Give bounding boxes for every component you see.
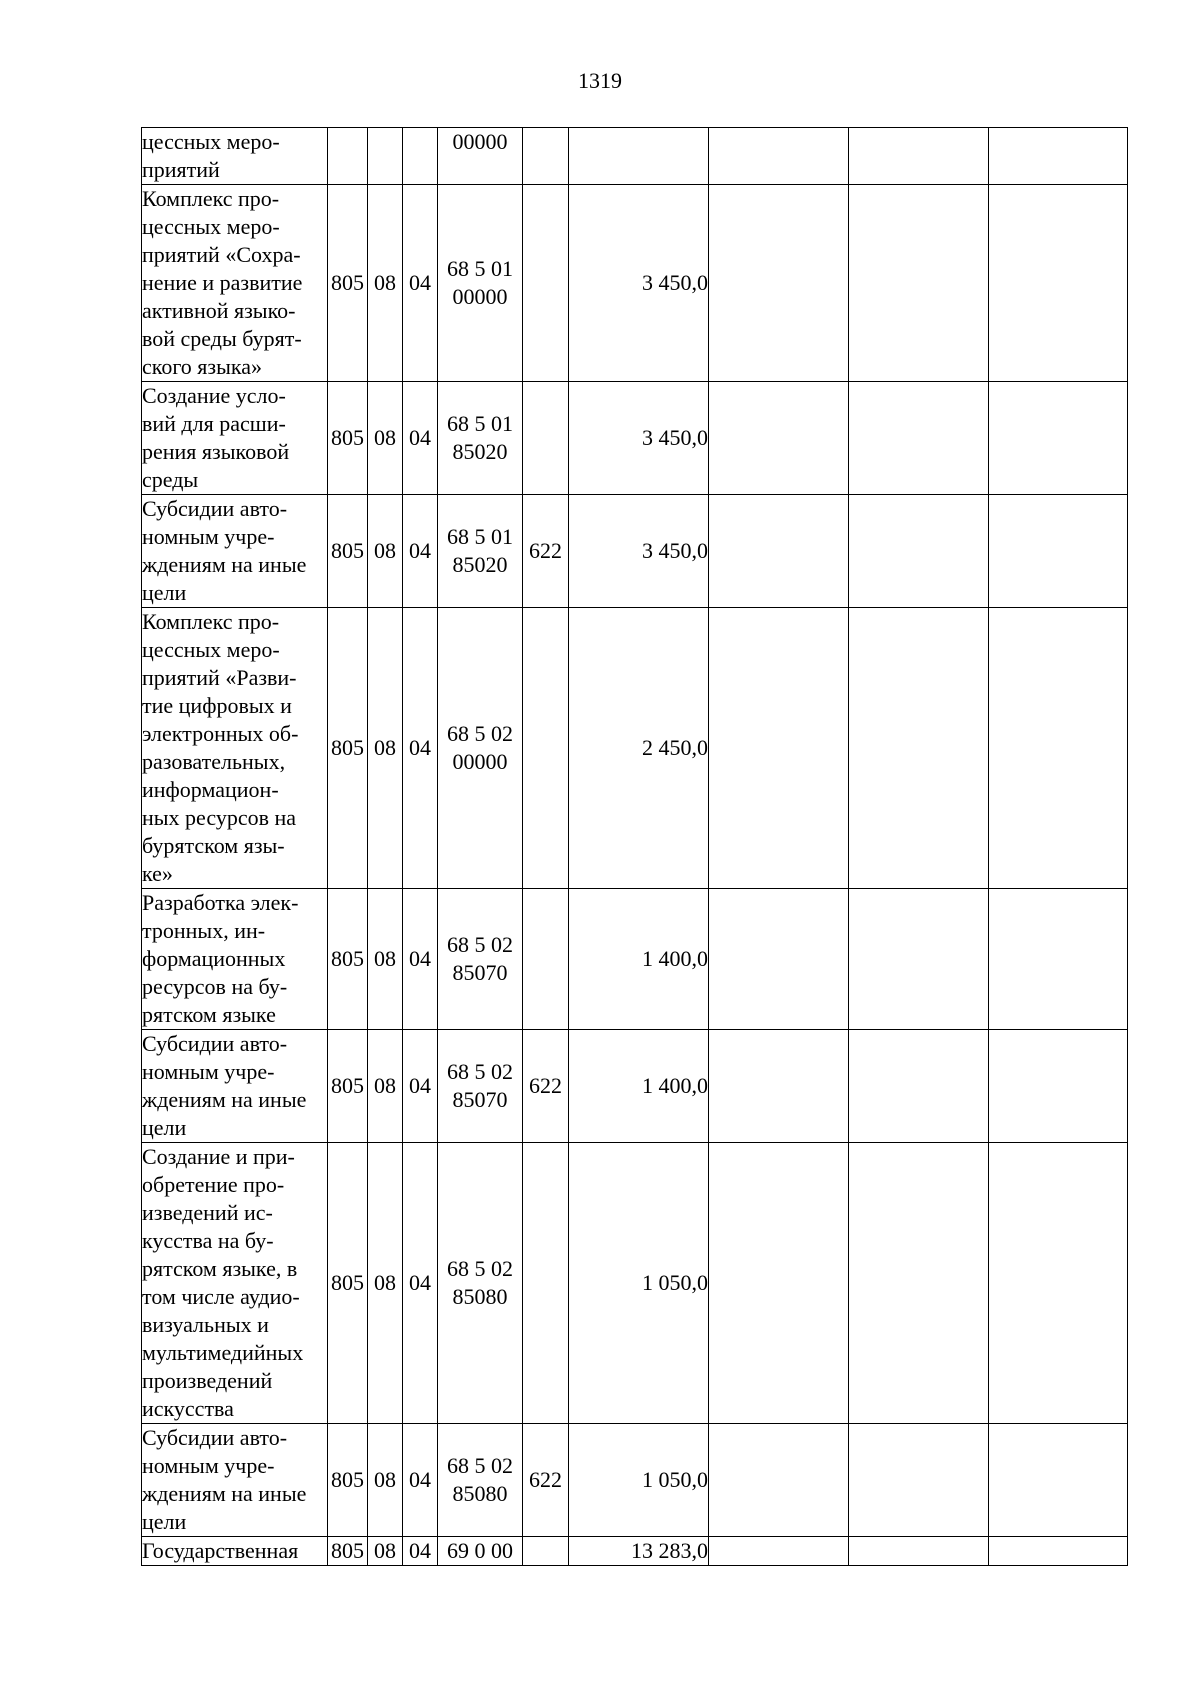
- target-article-line: 85080: [452, 1284, 508, 1309]
- subsection-code: 04: [403, 1537, 438, 1566]
- row-name: [142, 889, 328, 1030]
- amount: 3 450,0: [569, 382, 709, 495]
- empty-amount-cell: [849, 1143, 989, 1424]
- row-name-line: искусства: [142, 1396, 234, 1421]
- section-code: 08: [368, 889, 403, 1030]
- subsection-code: [403, 128, 438, 185]
- empty-amount-cell: [709, 185, 849, 382]
- row-name-line: Субсидии авто-: [142, 1031, 288, 1056]
- subsection-code: 04: [403, 185, 438, 382]
- budget-table: [141, 127, 1128, 1566]
- row-name-line: приятий: [142, 157, 220, 182]
- section-code: 08: [368, 382, 403, 495]
- subsection-code: 04: [403, 1030, 438, 1143]
- empty-amount-cell: [709, 889, 849, 1030]
- table-row: [142, 128, 1128, 185]
- empty-amount-cell: [849, 382, 989, 495]
- ministry-code: 805: [328, 889, 368, 1030]
- row-name-line: цессных меро-: [142, 214, 280, 239]
- amount: 3 450,0: [569, 185, 709, 382]
- row-name-line: вой среды бурят-: [142, 326, 302, 351]
- row-name-line: Создание и при-: [142, 1144, 295, 1169]
- table-row: [142, 889, 1128, 1030]
- target-article-line: 68 5 01: [447, 411, 513, 436]
- subsection-code: 04: [403, 1143, 438, 1424]
- empty-amount-cell: [849, 608, 989, 889]
- target-article-code: [438, 1537, 523, 1566]
- empty-amount-cell: [709, 128, 849, 185]
- row-name-line: информацион-: [142, 777, 279, 802]
- target-article-line: 00000: [452, 749, 508, 774]
- section-code: 08: [368, 1143, 403, 1424]
- ministry-code: 805: [328, 382, 368, 495]
- expense-type-code: [523, 185, 569, 382]
- empty-amount-cell: [709, 1537, 849, 1566]
- row-name-line: номным учре-: [142, 1059, 275, 1084]
- row-name-line: ресурсов на бу-: [142, 974, 288, 999]
- row-name-line: номным учре-: [142, 1453, 275, 1478]
- ministry-code: 805: [328, 185, 368, 382]
- ministry-code: [328, 128, 368, 185]
- row-name-line: кусства на бу-: [142, 1228, 274, 1253]
- empty-amount-cell: [849, 185, 989, 382]
- table-row: [142, 1030, 1128, 1143]
- subsection-code: 04: [403, 1424, 438, 1537]
- table-row: [142, 1143, 1128, 1424]
- table-row: [142, 382, 1128, 495]
- row-name-line: ждениям на иные: [142, 1087, 307, 1112]
- amount: 1 400,0: [569, 1030, 709, 1143]
- empty-amount-cell: [709, 1143, 849, 1424]
- empty-amount-cell: [989, 495, 1128, 608]
- row-name: [142, 1537, 328, 1566]
- ministry-code: 805: [328, 1030, 368, 1143]
- target-article-line: 68 5 02: [447, 1256, 513, 1281]
- empty-amount-cell: [989, 1537, 1128, 1566]
- row-name: [142, 1143, 328, 1424]
- empty-amount-cell: [709, 495, 849, 608]
- row-name-line: бурятском язы-: [142, 833, 285, 858]
- empty-amount-cell: [709, 382, 849, 495]
- target-article-code: [438, 889, 523, 1030]
- target-article-line: 68 5 01: [447, 256, 513, 281]
- row-name-line: цели: [142, 580, 187, 605]
- target-article-code: [438, 382, 523, 495]
- row-name-line: Государственная: [142, 1538, 299, 1563]
- row-name-line: приятий «Сохра-: [142, 242, 301, 267]
- row-name-line: цели: [142, 1115, 187, 1140]
- amount: [569, 128, 709, 185]
- empty-amount-cell: [709, 1030, 849, 1143]
- subsection-code: 04: [403, 608, 438, 889]
- expense-type-code: [523, 608, 569, 889]
- target-article-line: 68 5 02: [447, 1059, 513, 1084]
- row-name: [142, 1424, 328, 1537]
- row-name-line: мультимедийных: [142, 1340, 304, 1365]
- expense-type-code: [523, 382, 569, 495]
- section-code: 08: [368, 1537, 403, 1566]
- row-name-line: активной языко-: [142, 298, 296, 323]
- section-code: 08: [368, 1030, 403, 1143]
- section-code: 08: [368, 185, 403, 382]
- row-name: [142, 185, 328, 382]
- row-name-line: ке»: [142, 861, 173, 886]
- empty-amount-cell: [989, 1143, 1128, 1424]
- row-name-line: Комплекс про-: [142, 609, 280, 634]
- ministry-code: 805: [328, 495, 368, 608]
- empty-amount-cell: [849, 889, 989, 1030]
- empty-amount-cell: [989, 608, 1128, 889]
- section-code: [368, 128, 403, 185]
- row-name-line: тронных, ин-: [142, 918, 266, 943]
- row-name-line: цели: [142, 1509, 187, 1534]
- row-name-line: ского языка»: [142, 354, 263, 379]
- target-article-code: [438, 608, 523, 889]
- page-number: 1319: [578, 68, 622, 93]
- row-name-line: номным учре-: [142, 524, 275, 549]
- ministry-code: 805: [328, 1424, 368, 1537]
- row-name: [142, 382, 328, 495]
- target-article-line: 68 5 02: [447, 932, 513, 957]
- target-article-line: 69 0 00: [447, 1538, 513, 1563]
- row-name-line: разовательных,: [142, 749, 286, 774]
- table-body: [142, 128, 1128, 1566]
- section-code: 08: [368, 608, 403, 889]
- expense-type-code: [523, 128, 569, 185]
- ministry-code: 805: [328, 1143, 368, 1424]
- table-row: [142, 1424, 1128, 1537]
- row-name-line: цессных меро-: [142, 637, 280, 662]
- row-name-line: приятий «Разви-: [142, 665, 297, 690]
- amount: 1 050,0: [569, 1424, 709, 1537]
- ministry-code: 805: [328, 608, 368, 889]
- expense-type-code: [523, 1537, 569, 1566]
- empty-amount-cell: [989, 128, 1128, 185]
- section-code: 08: [368, 495, 403, 608]
- row-name-line: изведений ис-: [142, 1200, 273, 1225]
- target-article-line: 00000: [452, 284, 508, 309]
- row-name-line: Разработка элек-: [142, 890, 299, 915]
- row-name: [142, 128, 328, 185]
- expense-type-code: 622: [523, 1030, 569, 1143]
- expense-type-code: 622: [523, 495, 569, 608]
- row-name-line: Комплекс про-: [142, 186, 280, 211]
- row-name-line: формационных: [142, 946, 286, 971]
- subsection-code: 04: [403, 382, 438, 495]
- row-name-line: рятском языке, в: [142, 1256, 298, 1281]
- target-article-code: [438, 1424, 523, 1537]
- target-article-line: 85020: [452, 552, 508, 577]
- row-name-line: цессных меро-: [142, 129, 280, 154]
- target-article-line: 85020: [452, 439, 508, 464]
- empty-amount-cell: [849, 1030, 989, 1143]
- row-name-line: визуальных и: [142, 1312, 269, 1337]
- empty-amount-cell: [849, 1537, 989, 1566]
- row-name-line: ных ресурсов на: [142, 805, 297, 830]
- target-article-line: 85070: [452, 960, 508, 985]
- row-name-line: вий для расши-: [142, 411, 286, 436]
- row-name-line: тие цифровых и: [142, 693, 292, 718]
- expense-type-code: 622: [523, 1424, 569, 1537]
- empty-amount-cell: [989, 382, 1128, 495]
- amount: 1 400,0: [569, 889, 709, 1030]
- row-name-line: Субсидии авто-: [142, 1425, 288, 1450]
- target-article-code: [438, 495, 523, 608]
- empty-amount-cell: [849, 128, 989, 185]
- target-article-line: 85080: [452, 1481, 508, 1506]
- target-article-line: 68 5 02: [447, 721, 513, 746]
- subsection-code: 04: [403, 495, 438, 608]
- table-row: [142, 1537, 1128, 1566]
- section-code: 08: [368, 1424, 403, 1537]
- table-row: [142, 608, 1128, 889]
- row-name-line: Создание усло-: [142, 383, 286, 408]
- target-article-line: 85070: [452, 1087, 508, 1112]
- row-name-line: ждениям на иные: [142, 1481, 307, 1506]
- expense-type-code: [523, 1143, 569, 1424]
- row-name-line: том числе аудио-: [142, 1284, 300, 1309]
- target-article-code: [438, 128, 523, 185]
- row-name: [142, 1030, 328, 1143]
- target-article-line: 68 5 01: [447, 524, 513, 549]
- row-name-line: среды: [142, 467, 199, 492]
- row-name-line: электронных об-: [142, 721, 299, 746]
- row-name-line: нение и развитие: [142, 270, 303, 295]
- empty-amount-cell: [849, 1424, 989, 1537]
- row-name-line: Субсидии авто-: [142, 496, 288, 521]
- empty-amount-cell: [709, 608, 849, 889]
- table-row: [142, 495, 1128, 608]
- target-article-code: [438, 185, 523, 382]
- row-name-line: произведений: [142, 1368, 273, 1393]
- target-article-line: 68 5 02: [447, 1453, 513, 1478]
- empty-amount-cell: [989, 889, 1128, 1030]
- row-name-line: ждениям на иные: [142, 552, 307, 577]
- target-article-code: [438, 1030, 523, 1143]
- empty-amount-cell: [989, 1424, 1128, 1537]
- target-article-code: [438, 1143, 523, 1424]
- empty-amount-cell: [709, 1424, 849, 1537]
- expense-type-code: [523, 889, 569, 1030]
- ministry-code: 805: [328, 1537, 368, 1566]
- subsection-code: 04: [403, 889, 438, 1030]
- amount: 3 450,0: [569, 495, 709, 608]
- target-article-line: 00000: [452, 129, 508, 154]
- empty-amount-cell: [989, 1030, 1128, 1143]
- row-name-line: рятском языке: [142, 1002, 276, 1027]
- empty-amount-cell: [849, 495, 989, 608]
- row-name: [142, 608, 328, 889]
- row-name-line: обретение про-: [142, 1172, 285, 1197]
- amount: 13 283,0: [569, 1537, 709, 1566]
- amount: 2 450,0: [569, 608, 709, 889]
- empty-amount-cell: [989, 185, 1128, 382]
- amount: 1 050,0: [569, 1143, 709, 1424]
- table-row: [142, 185, 1128, 382]
- row-name-line: рения языковой: [142, 439, 290, 464]
- row-name: [142, 495, 328, 608]
